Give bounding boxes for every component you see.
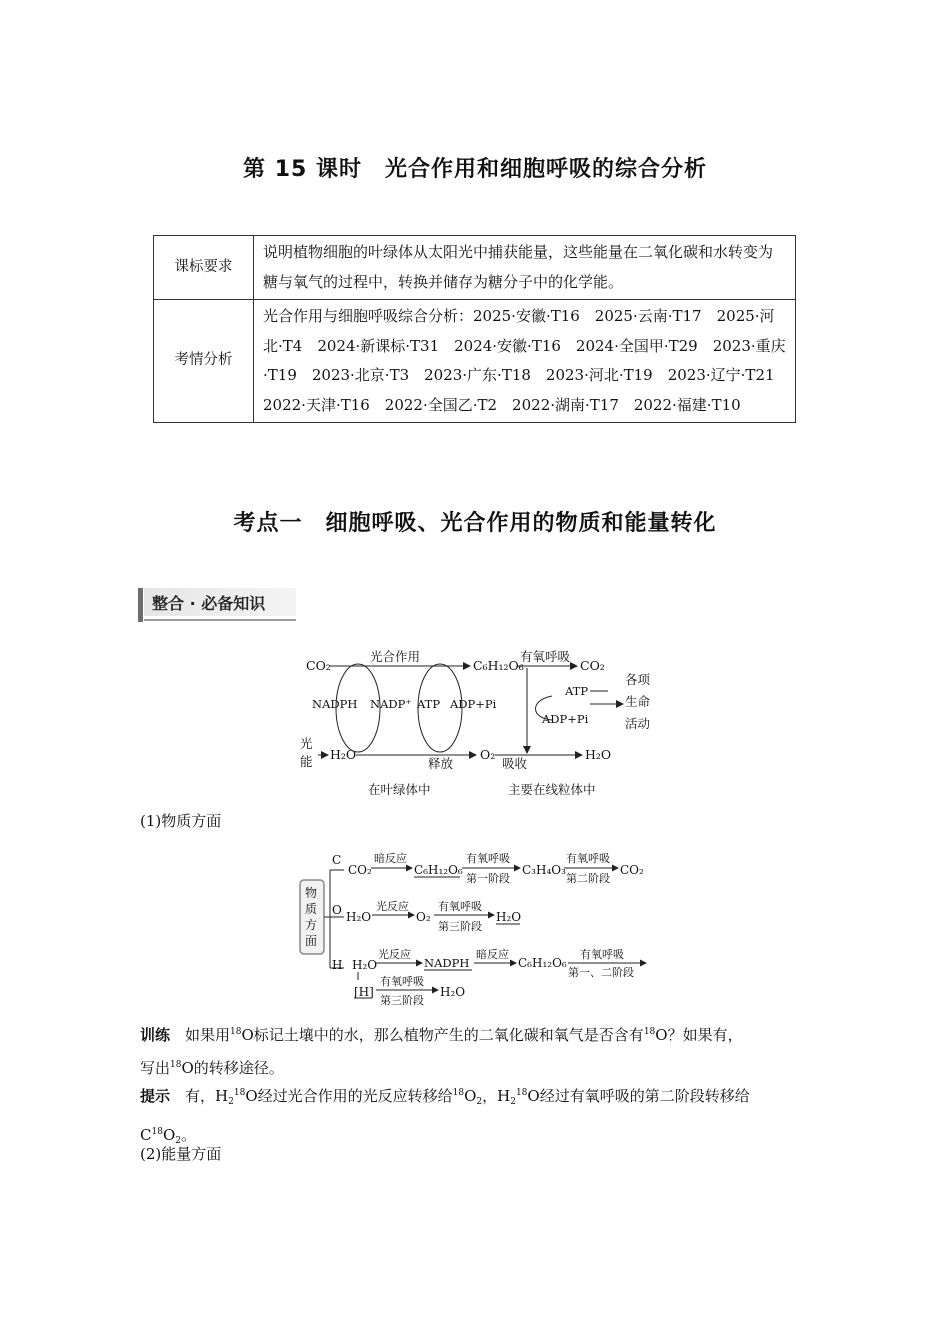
atp-label: ATP <box>417 697 441 711</box>
light-1: 光 <box>300 736 313 751</box>
isotope-sup: 18 <box>170 1060 182 1070</box>
box-char-4: 面 <box>305 934 318 948</box>
training-text: O？如果有， <box>655 1026 743 1044</box>
o-label: O <box>332 903 342 917</box>
hint-text: 有，H <box>185 1087 229 1105</box>
aerobic-label: 有氧呼吸 <box>466 852 510 865</box>
hint-text: O <box>464 1087 477 1105</box>
section-badge <box>138 588 298 622</box>
co2-label: CO₂ <box>348 863 372 877</box>
release-label: 释放 <box>428 756 454 771</box>
h2o-label: H₂O <box>346 910 372 924</box>
nadph-label: NADPH <box>424 956 470 970</box>
light-2: 能 <box>300 754 313 769</box>
co2-left-label: CO₂ <box>306 658 331 673</box>
h2o-c-label: H₂O <box>352 958 378 972</box>
box-char-1: 物 <box>305 886 318 900</box>
adp-pi2-label: ADP+Pi <box>542 712 589 726</box>
subscript: 2 <box>476 1097 483 1107</box>
training-text: O的转移途径。 <box>181 1059 284 1077</box>
aerobic-label-2: 有氧呼吸 <box>566 852 610 865</box>
dark-label: 暗反应 <box>374 852 407 865</box>
isotope-sup: 18 <box>643 1027 656 1037</box>
subscript: 2 <box>510 1097 516 1107</box>
atp2-label: ATP <box>565 684 589 698</box>
adp-pi-label: ADP+Pi <box>450 697 497 711</box>
page-title: 第 15 课时 光合作用和细胞呼吸的综合分析 <box>243 157 707 182</box>
stage12-label: 第一、二阶段 <box>568 966 634 979</box>
stage3-label: 第三阶段 <box>438 920 482 933</box>
hint-text: 。 <box>180 1126 196 1144</box>
photosynthesis-label: 光合作用 <box>370 649 421 664</box>
pyruvate-label: C₃H₄O₃ <box>522 863 566 877</box>
activity-2: 生命 <box>625 694 651 709</box>
stage2-label: 第二阶段 <box>566 872 610 885</box>
training-text: 写出 <box>140 1059 171 1077</box>
isotope-sup: 18 <box>230 1027 242 1037</box>
row-text: 说明植物细胞的叶绿体从太阳光中捕获能量，这些能量在二氧化碳和水转变为糖与氧气的过程中，转换并储存为糖分子中的化学能。 <box>254 236 796 300</box>
hint-text: ，H <box>482 1087 511 1105</box>
glucose-label: C₆H₁₂O₆ <box>473 658 524 673</box>
nadph-label: NADPH <box>312 697 358 711</box>
part2-label: (2)能量方面 <box>140 1145 222 1163</box>
stage1-label: 第一阶段 <box>466 872 510 885</box>
activity-3: 活动 <box>625 716 651 731</box>
row-label: 考情分析 <box>154 300 254 423</box>
h2o-right-label: H₂O <box>585 747 612 762</box>
mito-label: 主要在线粒体中 <box>508 782 596 797</box>
co2-right-label: CO₂ <box>580 658 605 673</box>
chloroplast-label: 在叶绿体中 <box>368 782 431 797</box>
isotope-sup: 18 <box>151 1127 163 1137</box>
o2-label: O₂ <box>480 747 496 762</box>
energy-flow-diagram <box>290 640 670 805</box>
h2o-left-label: H₂O <box>330 747 357 762</box>
isotope-sup: 18 <box>452 1088 465 1098</box>
aerobic-label-5: 有氧呼吸 <box>380 975 424 988</box>
h-bracket-label: [H] <box>354 985 374 999</box>
table-row <box>154 236 796 300</box>
glucose2-label: C₆H₁₂O₆ <box>518 956 567 970</box>
badge-label: 整合 · 必备知识 <box>152 594 266 613</box>
absorb-label: 吸收 <box>502 756 528 771</box>
row-text: 光合作用与细胞呼吸综合分析：2025·安徽·T16 2025·云南·T17 2025·河北·T4 2024·新课标·T31 2024·安徽·T16 2024·全国甲·T29 2023·重庆·T19 2023·北京·T3 2023·广东·T18 2023·河北·T19 2023·辽宁·T21 2022·天津·T16 2022·全国乙·T2 2022·湖南·T17 2022·福建·T10 <box>254 300 796 423</box>
aerobic-label-4: 有氧呼吸 <box>580 948 624 961</box>
requirements-table <box>153 235 796 423</box>
hint-text: O经过光合作用的光反应转移给 <box>245 1087 453 1105</box>
light-label-2: 光反应 <box>378 948 411 961</box>
dark2-label: 暗反应 <box>476 948 509 961</box>
stage3-label-2: 第三阶段 <box>380 994 424 1007</box>
training-text: O标记土壤中的水，那么植物产生的二氧化碳和氧气是否含有 <box>241 1026 644 1044</box>
aerobic-label-3: 有氧呼吸 <box>438 900 482 913</box>
training-label: 训练 <box>140 1026 171 1044</box>
hint-paragraph <box>140 1078 820 1156</box>
box-char-2: 质 <box>305 902 318 916</box>
o2-label: O₂ <box>416 910 431 924</box>
glucose-label: C₆H₁₂O₆ <box>414 863 463 877</box>
c-label: C <box>332 853 342 867</box>
hint-text: O经过有氧呼吸的第二阶段转移给 <box>527 1087 750 1105</box>
isotope-sup: 18 <box>515 1088 528 1098</box>
hint-text: O <box>162 1126 176 1144</box>
subscript: 2 <box>175 1136 181 1146</box>
hint-label: 提示 <box>140 1087 171 1105</box>
nadp-label: NADP⁺ <box>370 697 412 711</box>
co2b-label: CO₂ <box>620 863 644 877</box>
box-char-3: 方 <box>305 918 318 932</box>
aerobic-label: 有氧呼吸 <box>520 649 571 664</box>
activity-1: 各项 <box>625 672 651 687</box>
isotope-sup: 18 <box>233 1088 246 1098</box>
hint-text: C <box>140 1126 152 1144</box>
h2o-b-label: H₂O <box>496 910 522 924</box>
part1-label: (1)物质方面 <box>140 812 222 830</box>
matter-flow-diagram <box>296 848 656 1013</box>
h2o-d-label: H₂O <box>440 985 466 999</box>
section-title: 考点一 细胞呼吸、光合作用的物质和能量转化 <box>233 511 717 536</box>
table-row <box>154 300 796 423</box>
subscript: 2 <box>228 1097 234 1107</box>
training-text: 如果用 <box>185 1026 231 1044</box>
training-paragraph <box>140 1017 820 1083</box>
light-label: 光反应 <box>376 900 409 913</box>
row-label: 课标要求 <box>154 236 254 300</box>
h-label: H <box>332 958 343 972</box>
